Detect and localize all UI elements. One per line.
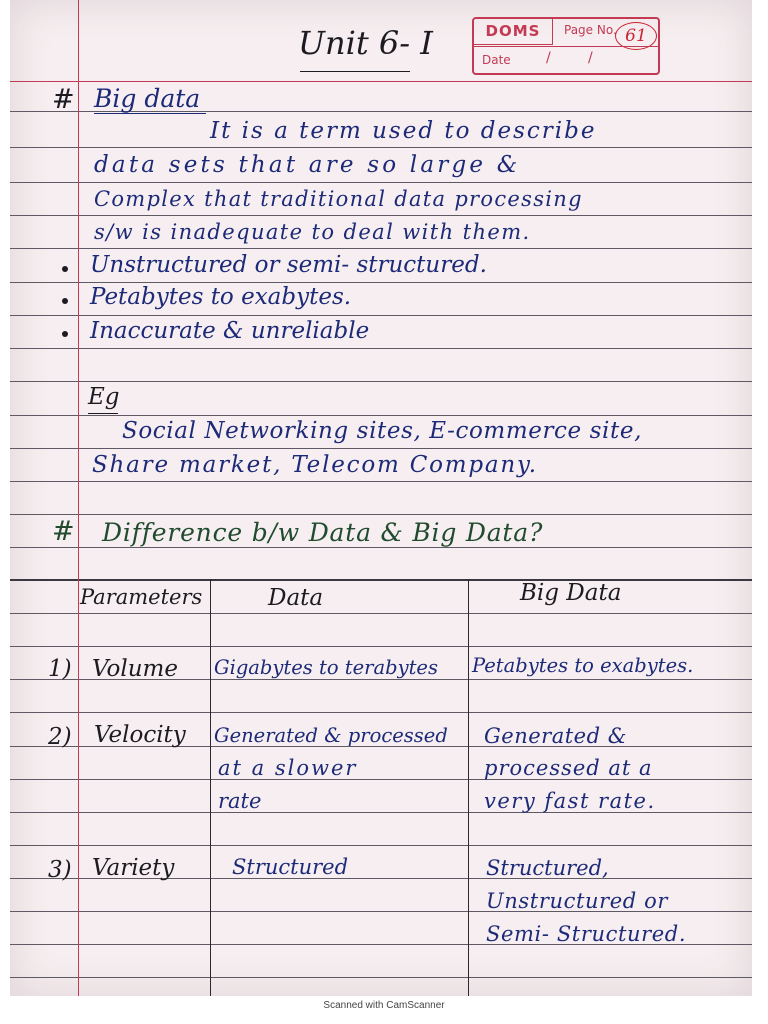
date-label: Date xyxy=(482,53,511,67)
cell-big-data: very fast rate. xyxy=(484,789,656,813)
table-header-data: Data xyxy=(268,585,324,611)
ruled-line xyxy=(10,215,752,216)
table-column-divider xyxy=(468,579,469,996)
heading-hash: # xyxy=(52,516,75,547)
brand-logo: DOMS xyxy=(474,19,553,45)
definition-line: It is a term used to describe xyxy=(210,118,597,144)
cell-data: at a slower xyxy=(218,756,358,780)
page-label: Page No. xyxy=(564,23,617,37)
ruled-line xyxy=(10,712,752,713)
bullet-dot xyxy=(62,266,68,272)
bullet-item: Inaccurate & unreliable xyxy=(90,318,370,344)
cell-big-data: Semi- Structured. xyxy=(486,922,687,946)
cell-data: Structured xyxy=(232,855,349,879)
unit-title-underline xyxy=(300,71,410,72)
cell-data: Gigabytes to terabytes xyxy=(214,656,438,679)
unit-title: Unit 6- I xyxy=(298,24,433,62)
row-number: 2) xyxy=(48,724,72,750)
ruled-line xyxy=(10,514,752,515)
ruled-line xyxy=(10,415,752,416)
ruled-line xyxy=(10,845,752,846)
ruled-line xyxy=(10,182,752,183)
cell-data: rate xyxy=(218,789,262,813)
scanner-watermark: Scanned with CamScanner xyxy=(323,1000,445,1011)
ruled-line xyxy=(10,282,752,283)
row-number: 3) xyxy=(48,857,72,883)
cell-big-data: processed at a xyxy=(484,756,653,780)
cell-big-data: Unstructured or xyxy=(486,889,668,913)
table-header-big-data: Big Data xyxy=(520,580,622,606)
top-red-rule xyxy=(10,81,752,82)
heading-underline xyxy=(94,113,206,114)
section-heading-big-data: Big data xyxy=(94,84,201,113)
ruled-line xyxy=(10,381,752,382)
cell-big-data: Generated & xyxy=(484,724,627,748)
ruled-line xyxy=(10,315,752,316)
row-param: Variety xyxy=(92,855,175,881)
eg-underline xyxy=(88,413,118,414)
ruled-line xyxy=(10,147,752,148)
date-separator: / xyxy=(546,50,551,66)
row-number: 1) xyxy=(48,656,72,682)
ruled-line xyxy=(10,977,752,978)
definition-line: s/w is inadequate to deal with them. xyxy=(94,220,531,244)
cell-big-data: Petabytes to exabytes. xyxy=(472,654,694,677)
cell-data: Generated & processed xyxy=(214,724,448,747)
table-column-divider xyxy=(210,579,211,996)
ruled-line xyxy=(10,481,752,482)
bullet-dot xyxy=(62,331,68,337)
table-top-border xyxy=(10,579,752,581)
date-separator: / xyxy=(588,50,593,66)
row-param: Velocity xyxy=(94,722,186,748)
table-header-parameters: Parameters xyxy=(80,585,203,609)
ruled-line xyxy=(10,646,752,647)
section-heading-difference: Difference b/w Data & Big Data? xyxy=(102,518,544,547)
page-number-box xyxy=(472,17,660,75)
ruled-line xyxy=(10,248,752,249)
notebook-page xyxy=(10,0,752,996)
bullet-item: Unstructured or semi- structured. xyxy=(90,252,487,278)
cell-big-data: Structured, xyxy=(486,856,609,880)
ruled-line xyxy=(10,348,752,349)
examples-line: Share market, Telecom Company. xyxy=(92,452,538,478)
red-margin-line xyxy=(78,0,79,996)
definition-line: data sets that are so large & xyxy=(94,152,521,178)
eg-label: Eg xyxy=(88,384,120,410)
page-number: 61 xyxy=(615,22,657,50)
ruled-line xyxy=(10,547,752,548)
ruled-line xyxy=(10,613,752,614)
heading-hash: # xyxy=(52,84,75,115)
row-param: Volume xyxy=(92,656,178,682)
examples-line: Social Networking sites, E-commerce site, xyxy=(122,418,642,444)
ruled-line xyxy=(10,448,752,449)
bullet-item: Petabytes to exabytes. xyxy=(90,284,352,310)
bullet-dot xyxy=(62,298,68,304)
date-divider xyxy=(474,46,658,47)
definition-line: Complex that traditional data processing xyxy=(94,187,583,211)
